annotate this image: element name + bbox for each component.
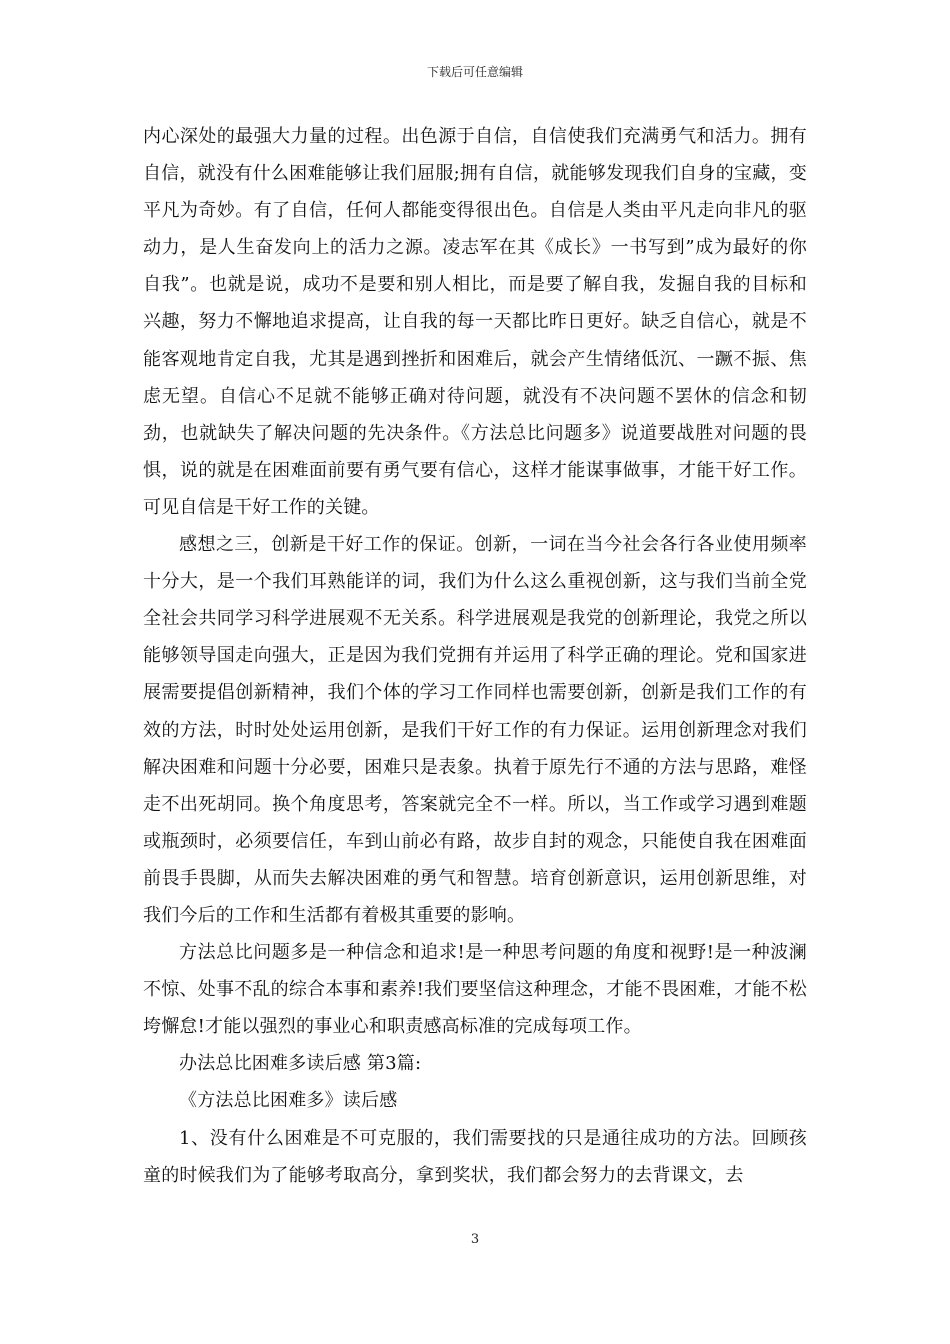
page-number: 3 [470, 1232, 480, 1247]
paragraph-4: 1、没有什么困难是不可克服的，我们需要找的只是通往成功的方法。回顾孩童的时候我们为了能够考取高分，拿到奖状，我们都会努力的去背课文，去 [143, 1127, 807, 1186]
paragraph-1: 内心深处的最强大力量的过程。出色源于自信，自信使我们充满勇气和活力。拥有自信，就没有什么困难能够让我们屈服;拥有自信，就能够发现我们自身的宝藏，变平凡为奇妙。有了自信，任何人都能变得很出色。自信是人类由平凡走向非凡的驱动力，是人生奋发向上的活力之源。凌志军在其《成长》一书写到”成为最好的你自我”。也就是说，成功不是要和别人相比，而是要了解自我，发掘自我的目标和兴趣，努力不懈地追求提高，让自我的每一天都比昨日更好。缺乏自信心，就是不能客观地肯定自我，尤其是遇到挫折和困难后，就会产生情绪低沉、一蹶不振、焦虑无望。自信心不足就不能够正确对待问题，就没有不决问题不罢休的信念和韧劲，也就缺失了解决问题的先决条件。《方法总比问题多》说道要战胜对问题的畏惧，说的就是在困难面前要有勇气要有信心，这样才能谋事做事，才能干好工作。可见自信是干好工作的关键。 [143, 126, 807, 518]
article-title: 《方法总比困难多》读后感 [179, 1090, 398, 1112]
paragraph-3: 方法总比问题多是一种信念和追求!是一种思考问题的角度和视野!是一种波澜不惊、处事不乱的综合本事和素养!我们要坚信这种理念，才能不畏困难，才能不松垮懈怠!才能以强烈的事业心和职责感高标准的完成每项工作。 [143, 942, 807, 1038]
section-heading: 办法总比困难多读后感 第3篇: [179, 1053, 422, 1075]
document-body [143, 118, 807, 1194]
paragraph-2: 感想之三，创新是干好工作的保证。创新，一词在当今社会各行各业使用频率十分大，是一个我们耳熟能详的词，我们为什么这么重视创新，这与我们当前全党全社会共同学习科学进展观不无关系。科学进展观是我党的创新理论，我党之所以能够领导国走向强大，正是因为我们党拥有并运用了科学正确的理论。党和国家进展需要提倡创新精神，我们个体的学习工作同样也需要创新，创新是我们工作的有效的方法，时时处处运用创新，是我们干好工作的有力保证。运用创新理念对我们解决困难和问题十分必要，困难只是表象。执着于原先行不通的方法与思路，难怪走不出死胡同。换个角度思考，答案就完全不一样。所以，当工作或学习遇到难题或瓶颈时，必须要信任，车到山前必有路，故步自封的观念，只能使自我在困难面前畏手畏脚，从而失去解决困难的勇气和智慧。培育创新意识，运用创新思维，对我们今后的工作和生活都有着极其重要的影响。 [143, 534, 807, 926]
page-header: 下载后可任意编辑 [426, 65, 523, 79]
